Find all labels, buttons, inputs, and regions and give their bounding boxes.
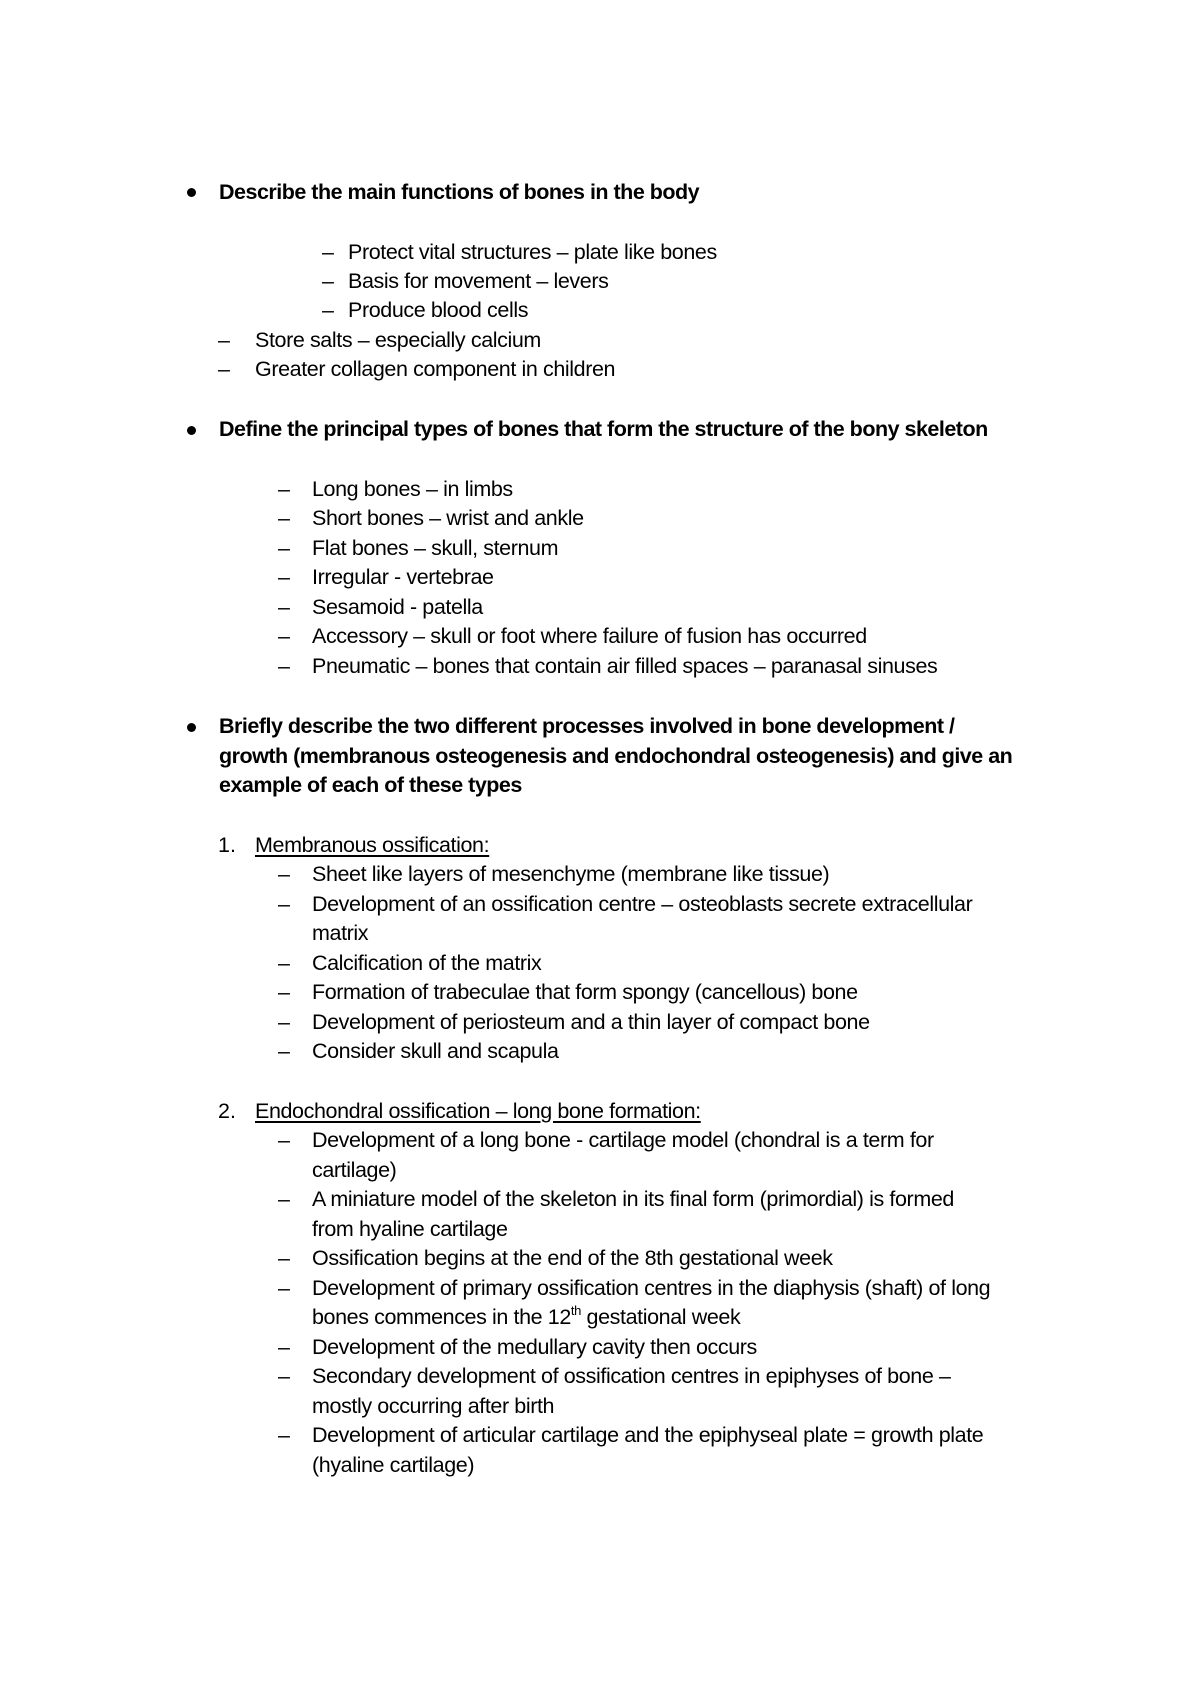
list-item: Consider skull and scapula [312,1039,559,1063]
list-item-continued: matrix [312,921,369,945]
dash-icon: – [218,357,230,381]
list-item: Formation of trabeculae that form spongy (cancellous) bone [312,980,858,1004]
list-item: Ossification begins at the end of the 8th gestational week [312,1246,833,1270]
dash-icon: – [278,565,290,589]
list-item: Development of an ossification centre – osteoblasts secrete extracellular [312,892,973,916]
dash-icon: – [278,536,290,560]
list-item-continued: (hyaline cartilage) [312,1453,475,1477]
dash-icon: – [278,1335,290,1359]
bullet-icon [187,723,196,732]
bullet-icon [187,426,196,435]
section-heading: Define the principal types of bones that form the structure of the bony skeleton [219,417,988,441]
list-item: Irregular - vertebrae [312,565,494,589]
list-item: Development of articular cartilage and the epiphyseal plate = growth plate [312,1423,984,1447]
dash-icon: – [278,862,290,886]
dash-icon: – [278,951,290,975]
list-item: Accessory – skull or foot where failure of fusion has occurred [312,624,867,648]
dash-icon: – [278,1364,290,1388]
dash-icon: – [278,892,290,916]
dash-icon: – [278,624,290,648]
list-item-continued [312,1302,740,1332]
list-item-text: gestational week [586,1305,741,1329]
list-item: Long bones – in limbs [312,477,513,501]
superscript: th [570,1303,581,1318]
list-item: Calcification of the matrix [312,951,542,975]
list-item: Protect vital structures – plate like bones [348,240,717,264]
list-item: Sesamoid - patella [312,595,483,619]
dash-icon: – [278,477,290,501]
dash-icon: – [218,328,230,352]
list-item: Basis for movement – levers [348,269,609,293]
list-item: Flat bones – skull, sternum [312,536,559,560]
dash-icon: – [278,654,290,678]
list-item-continued: cartilage) [312,1158,397,1182]
list-number: 1. [218,833,236,857]
list-item: Development of periosteum and a thin layer of compact bone [312,1010,870,1034]
list-item: Development of primary ossification centres in the diaphysis (shaft) of long [312,1276,991,1300]
list-item: Pneumatic – bones that contain air filled spaces – paranasal sinuses [312,654,938,678]
dash-icon: – [278,1246,290,1270]
list-item: Produce blood cells [348,298,529,322]
list-item: Development of a long bone - cartilage model (chondral is a term for [312,1128,934,1152]
section-heading: example of each of these types [219,773,522,797]
dash-icon: – [278,506,290,530]
bullet-icon [187,188,196,197]
list-item-text: bones commences in the 12 [312,1305,571,1329]
dash-icon: – [278,1010,290,1034]
dash-icon: – [322,298,334,322]
dash-icon: – [278,595,290,619]
list-item: Greater collagen component in children [255,357,616,381]
subsection-title: Endochondral ossification – long bone formation: [255,1099,701,1123]
dash-icon: – [278,1039,290,1063]
dash-icon: – [278,980,290,1004]
dash-icon: – [278,1187,290,1211]
list-item: Sheet like layers of mesenchyme (membrane like tissue) [312,862,830,886]
dash-icon: – [322,240,334,264]
section-heading: Describe the main functions of bones in the body [219,180,700,204]
dash-icon: – [278,1423,290,1447]
section-heading: Briefly describe the two different processes involved in bone development / [219,714,955,738]
list-item-continued: mostly occurring after birth [312,1394,555,1418]
list-item: Store salts – especially calcium [255,328,541,352]
list-item-continued: from hyaline cartilage [312,1217,508,1241]
list-item: A miniature model of the skeleton in its final form (primordial) is formed [312,1187,954,1211]
subsection-title: Membranous ossification: [255,833,490,857]
list-item: Short bones – wrist and ankle [312,506,584,530]
dash-icon: – [278,1128,290,1152]
dash-icon: – [278,1276,290,1300]
list-number: 2. [218,1099,236,1123]
list-item: Development of the medullary cavity then occurs [312,1335,757,1359]
list-item: Secondary development of ossification centres in epiphyses of bone – [312,1364,951,1388]
dash-icon: – [322,269,334,293]
section-heading: growth (membranous osteogenesis and endochondral osteogenesis) and give an [219,744,1013,768]
